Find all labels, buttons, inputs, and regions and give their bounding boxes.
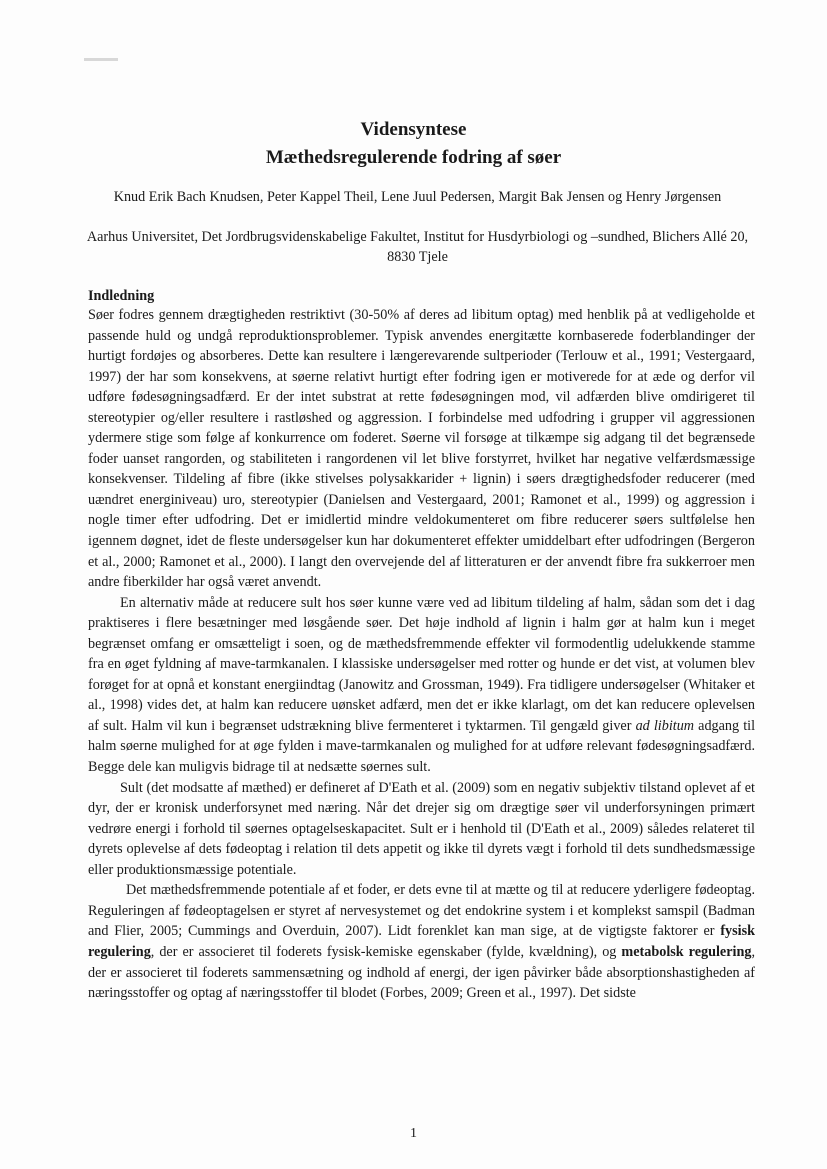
paragraph-4-text-c: , der er associeret til foderets sammensætning og indhold af energi, der igen påvirker både absorptionshastigheden af næringsstoffer og optag af næringsstoffer til blodet (Forbes, 2009; Green et al., 1997). Det sidste [88,943,756,1002]
paragraph-2-text-b: adgang til halm søerne mulighed for at øge fylden i mave-tarmkanalen og mulighed for at udføre relevant fødesøgningsadfærd. Begge dele kan muligvis bidrage til at nedsætte søernes sult. [88,717,756,776]
author-list: Knud Erik Bach Knudsen, Peter Kappel Theil, Lene Juul Pedersen, Margit Bak Jensen og Henry Jørgensen [113,189,722,205]
paragraph-2-text-a: En alternativ måde at reducere sult hos søer kunne være ved ad libitum tildeling af halm, sådan som det i dag praktiseres i flere besætninger med løsgående søer. Det høje indhold af lignin i halm gør at halm kun i meget begrænset omfang er omsætteligt i soen, og de mæthedsfremmende effekter vil formodentlig udelukkende stamme fra en øget fyldning af mave-tarmkanalen. I klassiske undersøgelser med rotter og hunde er det vist, at volumen blev forøget for at opnå et konstant energiindtag (Janowitz and Grossman, 1949). Fra tidligere undersøgelser (Whitaker et al., 1998) vides det, at halm kan reducere uønsket adfærd, men det er ikke klarlagt, om det kan reducere oplevelsen af sult. Halm vil kun i begrænset udstrækning blive fermenteret i tyktarmen. Til gengæld giver [88,594,755,734]
section-heading: Indledning [88,288,155,304]
body-text [88,305,755,1004]
title-line-2: Mæthedsregulerende fodring af søer [265,147,562,168]
title-line-1: Vidensyntese [360,119,467,140]
paragraph-4-text-a: Det mæthedsfremmende potentiale af et foder, er dets evne til at mætte og til at reducere yderligere fødeoptag. Reguleringen af fødeoptagelsen er styret af nervesystemet og det endokrine system i et komplekst samspil (Badman and Flier, 2005; Cummings and Overduin, 2007). Lidt forenklet kan man sige, at de vigtigste faktorer er [88,882,755,940]
paragraph-4-bold-1: fysisk regulering [88,923,756,960]
paragraph-4-text-b: , der er associeret til foderets fysisk-kemiske egenskaber (fylde, kvældning), og [150,943,617,960]
paragraph-1: Søer fodres gennem drægtigheden restriktivt (30-50% af deres ad libitum optag) med henblik på at vedligeholde et passende huld og undgå reproduktionsproblemer. Typisk anvendes energitætte kornbaserede foderblandinger der hurtigt fordøjes og absorberes. Dette kan resultere i længerevarende sultperioder (Terlouw et al., 1991; Vestergaard, 1997) der har som konsekvens, at søerne relativt hurtigt efter fodring igen er motiverede for at æde og derfor vil udføre fødesøgningsadfærd. Er der intet substrat at rette fødesøgningen mod, vil adfærden blive omdirigeret til stereotypier og/eller resultere i rastløshed og aggression. I forbindelse med udfodring i grupper vil aggressionen ydermere stige som følge af konkurrence om foderet. Søerne vil forsøge at tilkæmpe sig adgang til det begrænsede foder uanset rangorden, og stabiliteten i rangordenen vil let blive forstyrret, hvilket har negative velfærdsmæssige konsekvenser. Tildeling af fibre (ikke stivelses polysakkarider + lignin) i søers drægtighedsfoder reducerer (med uændret energiniveau) uro, stereotypier (Danielsen and Vestergaard, 2001; Ramonet et al., 1999) og aggression i nogle timer efter udfodring. Det er imidlertid mindre veldokumenteret om fibre reducerer søers sultfølelse hen igennem døgnet, idet de fleste undersøgelser kun har dokumenteret effekter umiddelbart efter udfodringen (Bergeron et al., 2000; Ramonet et al., 2000). I langt den overvejende del af litteraturen er der anvendt fibre fra sukkerroer men andre fiberkilder har også været anvendt. [88,307,755,591]
paragraph-4-bold-2: metabolsk regulering [621,943,752,960]
page-number: 1 [410,1126,417,1141]
paragraph-3: Sult (det modsatte af mæthed) er defineret af D'Eath et al. (2009) som en negativ subjektiv tilstand oplevet af et dyr, der er kronisk underforsynet med næring. Når det drejer sig om drægtige søer vil underforsyningen primært vedrøre energi i forhold til søernes optagelseskapacitet. Sult er i henhold til (D'Eath et al., 2009) således relateret til dyrets oplevelse af dets fødeoptag i relation til dets appetit og ikke til dyrets vægt i forhold til dets sundhedsmæssige eller produktionsmæssige potentiale. [88,779,755,878]
paragraph-2 [88,593,755,778]
paragraph-4 [88,880,755,1003]
scan-artifact [84,58,118,61]
affiliation: Aarhus Universitet, Det Jordbrugsvidenskabelige Fakultet, Institut for Husdyrbiologi og –sundhed, Blichers Allé 20, 8830 Tjele [86,229,749,265]
paragraph-2-italic: ad libitum [635,717,695,734]
